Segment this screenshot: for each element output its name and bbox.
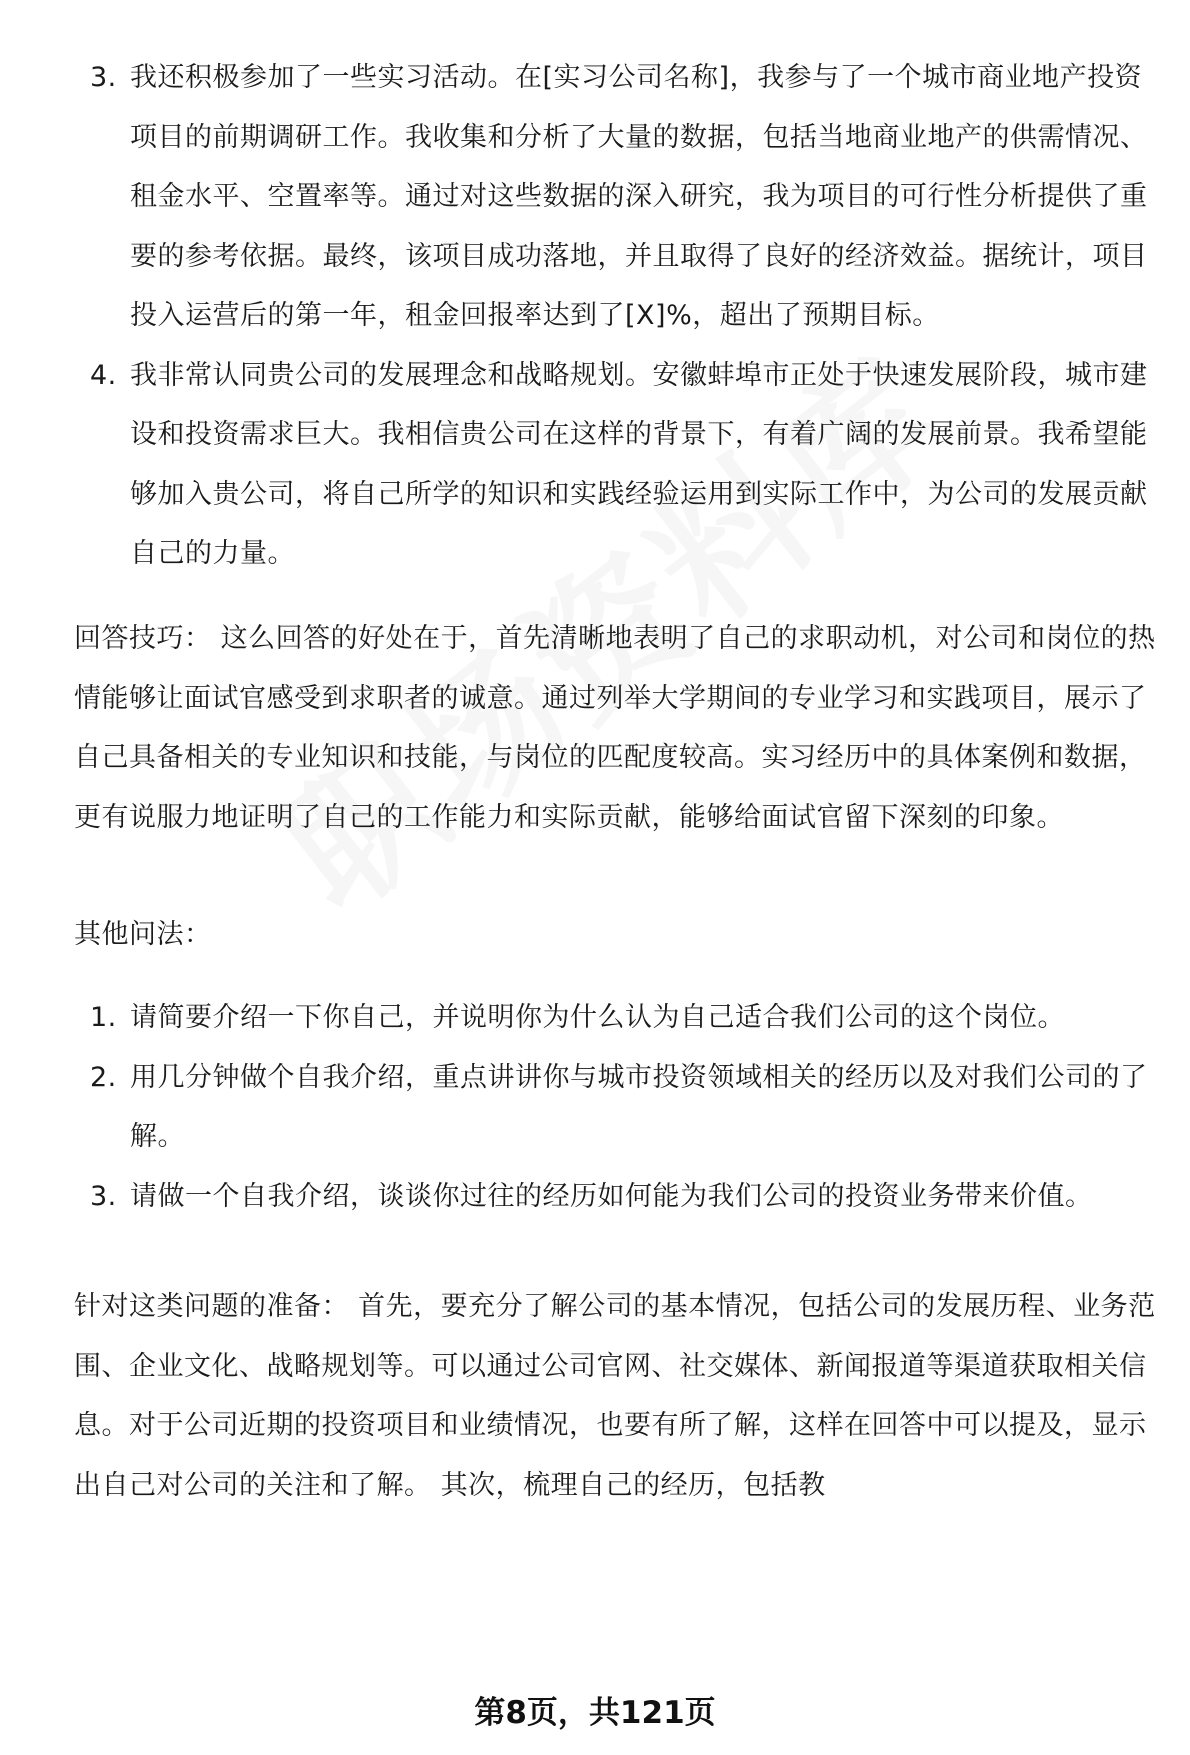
list-item-text: 请做一个自我介绍，谈谈你过往的经历如何能为我们公司的投资业务带来价值。 [130, 1180, 1093, 1212]
list-item [86, 48, 1166, 346]
answer-tips-paragraph: 回答技巧： 这么回答的好处在于，首先清晰地表明了自己的求职动机，对公司和岗位的热情能够让面试官感受到求职者的诚意。通过列举大学期间的专业学习和实践项目，展示了自己具备相关的专业知识和技能，与岗位的匹配度较高。实习经历中的具体案例和数据，更有说服力地证明了自己的工作能力和实际贡献，能够给面试官留下深刻的印象。 [74, 623, 1156, 833]
page-footer: 第8页，共121页 [474, 1695, 716, 1731]
list-item-number: 4. [90, 359, 117, 391]
list-item [86, 988, 1166, 1048]
list-item-text: 用几分钟做个自我介绍，重点讲讲你与城市投资领域相关的经历以及对我们公司的了解。 [130, 1061, 1148, 1152]
preparation-paragraph: 针对这类问题的准备： 首先，要充分了解公司的基本情况，包括公司的发展历程、业务范围、企业文化、战略规划等。可以通过公司官网、社交媒体、新闻报道等渠道获取相关信息。对于公司近期的投资项目和业绩情况，也要有所了解，这样在回答中可以提及，显示出自己对公司的关注和了解。 其次，梳理自己的经历，包括教 [74, 1291, 1156, 1501]
list-item-number: 2. [90, 1061, 117, 1093]
list-item-number: 3. [90, 1180, 117, 1212]
list-item-text: 我还积极参加了一些实习活动。在[实习公司名称]，我参与了一个城市商业地产投资项目的前期调研工作。我收集和分析了大量的数据，包括当地商业地产的供需情况、租金水平、空置率等。通过对这些数据的深入研究，我为项目的可行性分析提供了重要的参考依据。最终，该项目成功落地，并且取得了良好的经济效益。据统计，项目投入运营后的第一年，租金回报率达到了[X]%，超出了预期目标。 [130, 62, 1148, 331]
list-item [86, 1048, 1166, 1167]
list-item-text: 我非常认同贵公司的发展理念和战略规划。安徽蚌埠市正处于快速发展阶段，城市建设和投资需求巨大。我相信贵公司在这样的背景下，有着广阔的发展前景。我希望能够加入贵公司，将自己所学的知识和实践经验运用到实际工作中，为公司的发展贡献自己的力量。 [130, 359, 1148, 569]
list-item-number: 1. [90, 1002, 117, 1033]
list-item-number: 3. [90, 62, 117, 93]
list-item [86, 346, 1166, 584]
list-item [86, 1167, 1166, 1227]
numbered-list-other-questions [86, 988, 1166, 1226]
numbered-list-top [86, 48, 1166, 584]
other-questions-heading: 其他问法： [74, 919, 212, 950]
list-item-text: 请简要介绍一下你自己，并说明你为什么认为自己适合我们公司的这个岗位。 [130, 1002, 1065, 1033]
